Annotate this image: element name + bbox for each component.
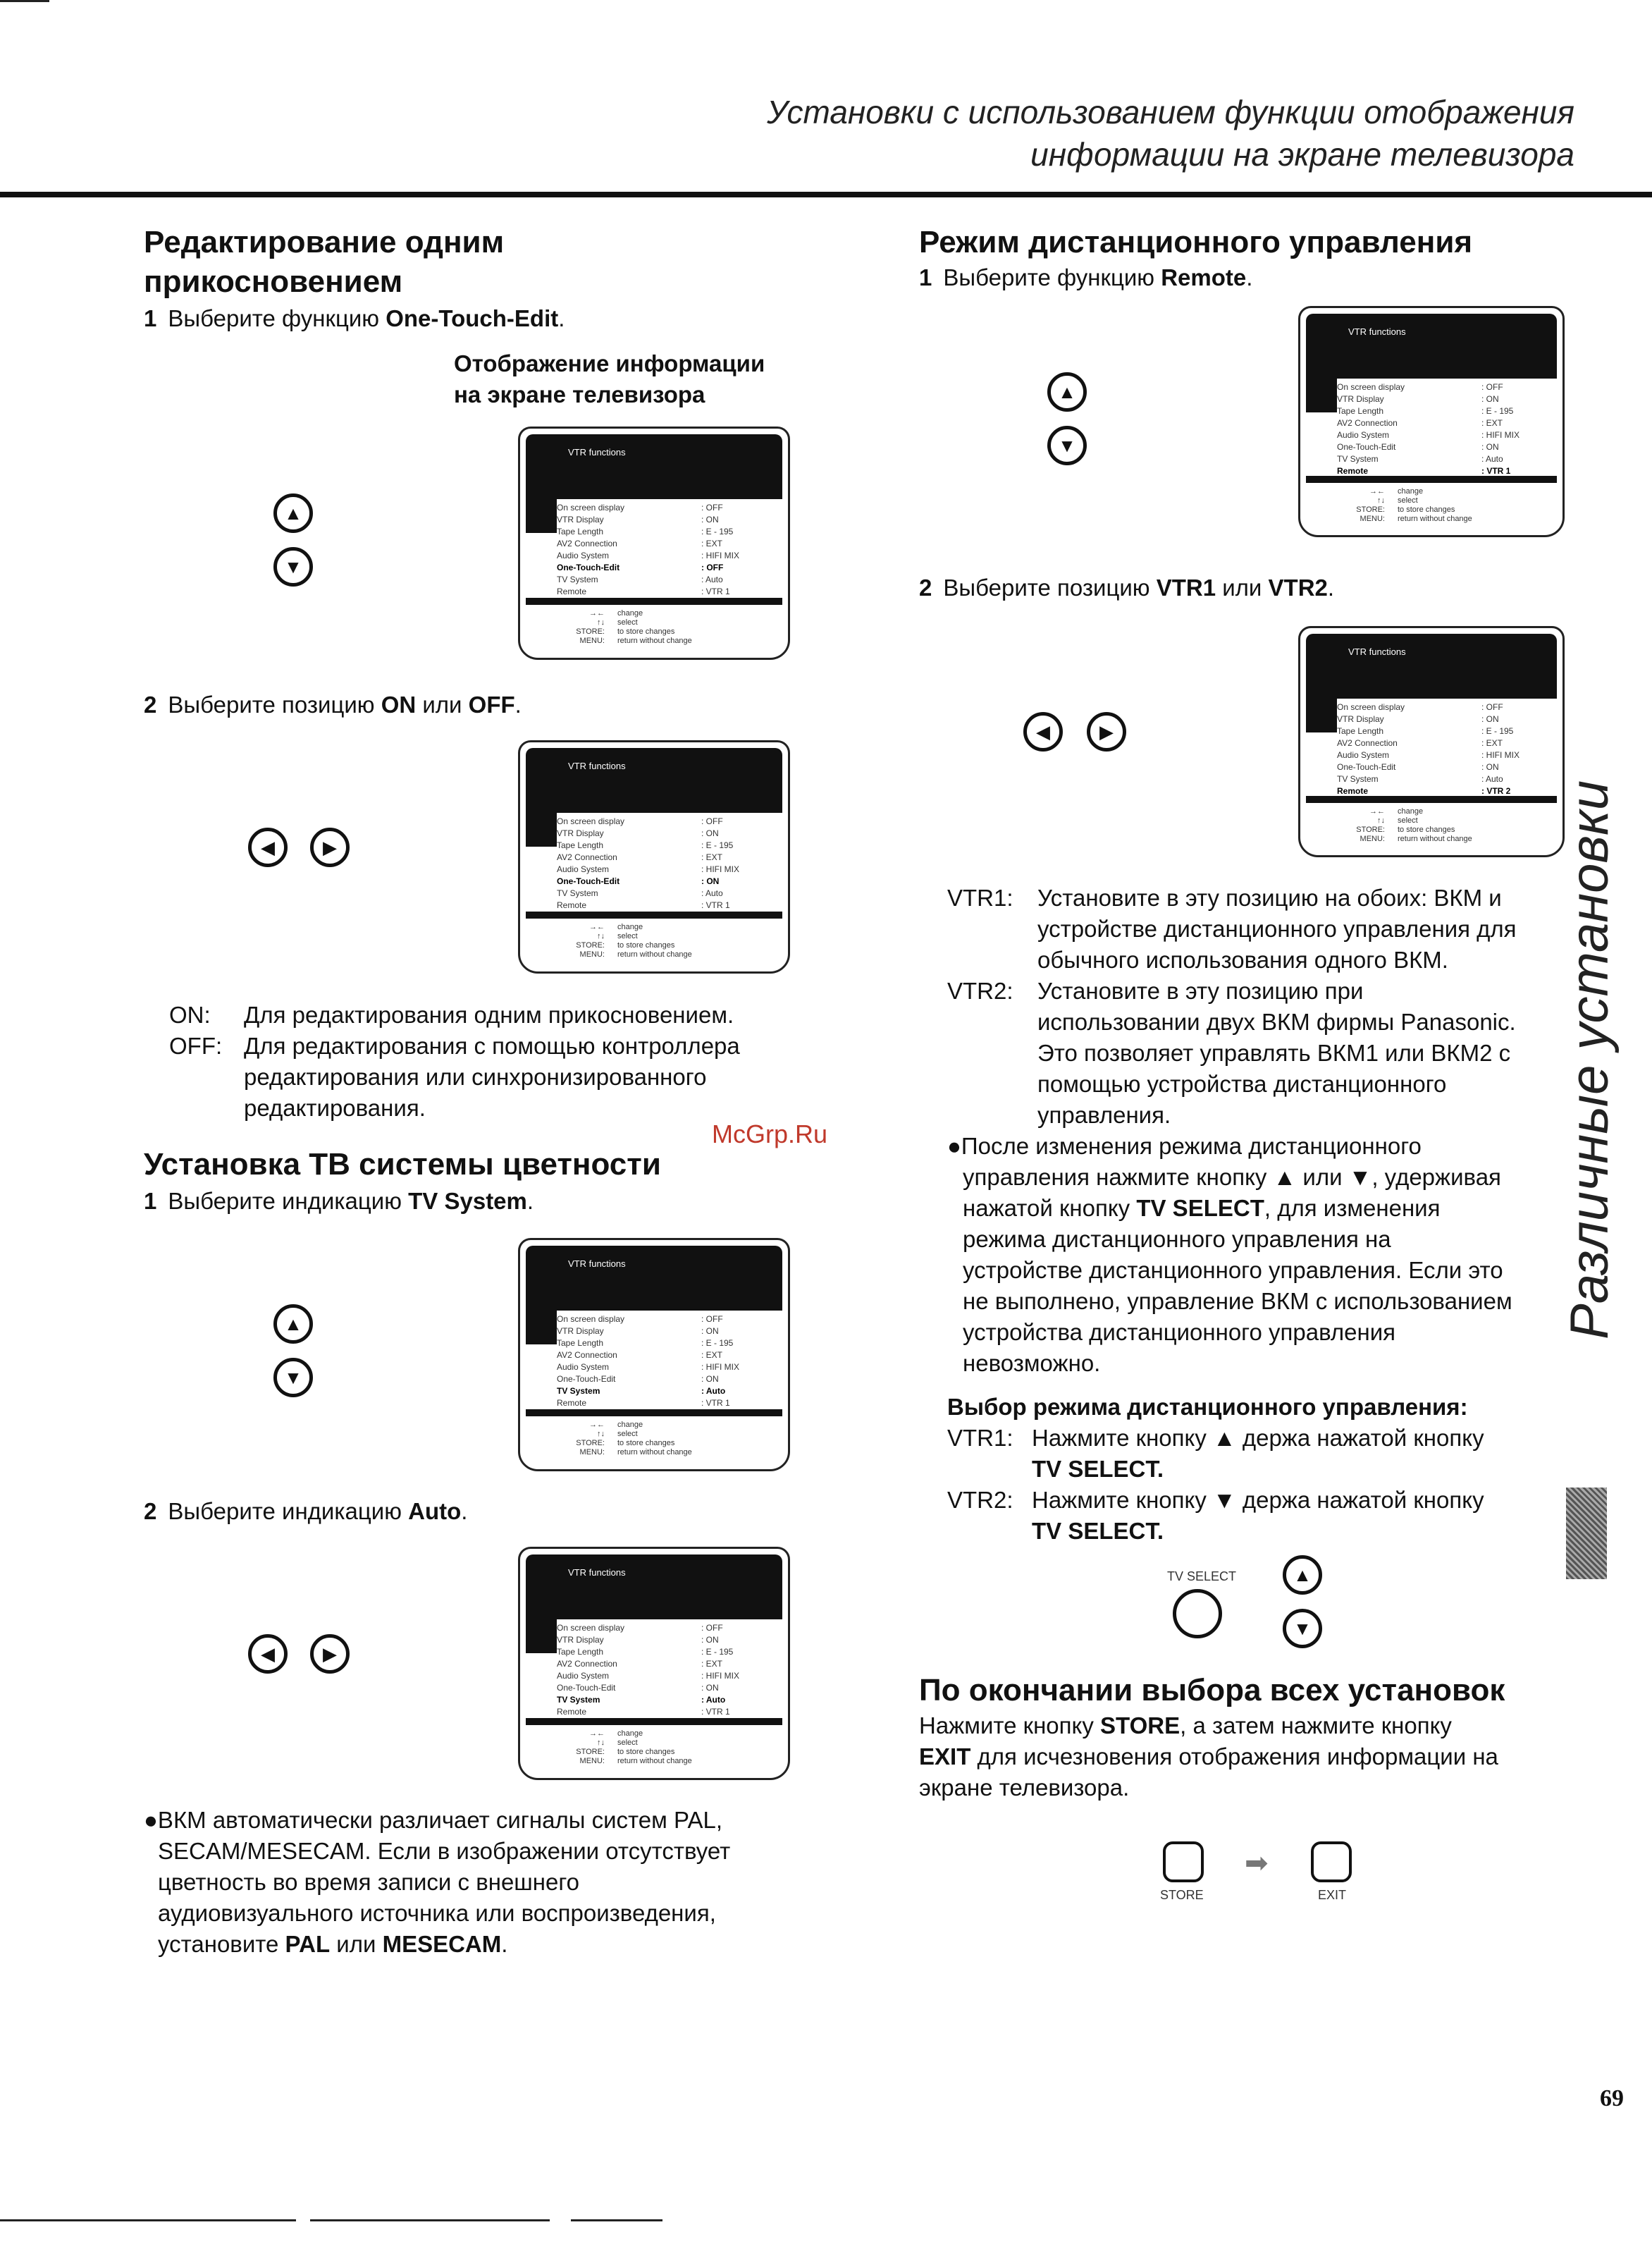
vtr1-line-1: Установите в эту позицию на обоих: ВКМ и [1037, 885, 1502, 911]
right-arrow-button[interactable]: ▶ [1087, 712, 1126, 752]
bullet-line-6: не выполнено, управление ВКМ с использованием [963, 1288, 1512, 1314]
left-arrow-button[interactable]: ◀ [248, 828, 288, 867]
section-title-remote: Режим дистанционного управления [919, 225, 1473, 259]
osd-help: →← change ↑↓ select STORE: to store changes MENU: return without change [576, 923, 692, 959]
up-arrow-button[interactable]: ▲ [1047, 372, 1087, 412]
step-2-one-touch: 2 Выберите позицию ON или OFF. [144, 692, 522, 718]
sel-vtr1-bold: TV SELECT. [1032, 1456, 1164, 1482]
sel-vtr2-text: Нажмите кнопку ▼ держа нажатой кнопку [1032, 1487, 1484, 1513]
osd-title: VTR functions [568, 1567, 626, 1578]
up-arrow-button[interactable]: ▲ [1283, 1555, 1322, 1595]
note-line-2: SECAM/MESECAM. Если в изображении отсутствует [158, 1838, 731, 1864]
bullet-line-4: режима дистанционного управления на [963, 1226, 1391, 1252]
tv-select-button[interactable] [1173, 1589, 1222, 1638]
sel-vtr1-label: VTR1: [947, 1425, 1013, 1451]
osd-title: VTR functions [568, 447, 626, 458]
top-mark [0, 0, 49, 2]
osd-rows: On screen display : OFF VTR Display : ON Tape Length : E - 195 AV2 Connection : EXT Audio System : HIFI MIX One-Touch-Edit : ON TV System : Auto Remote : VTR 1 [557, 813, 786, 912]
finish-line-2: EXIT для исчезновения отображения информации на [919, 1743, 1498, 1770]
header-line-1: Установки с использованием функции отображения [767, 94, 1574, 130]
right-arrow-button[interactable]: ▶ [310, 828, 350, 867]
step-1-one-touch: 1 Выберите функцию One-Touch-Edit. [144, 305, 565, 331]
bottom-rule [571, 2219, 662, 2221]
osd-title: VTR functions [1348, 646, 1406, 657]
osd-rows: On screen display : OFF VTR Display : ON Tape Length : E - 195 AV2 Connection : EXT Audio System : HIFI MIX One-Touch-Edit : ON TV System : Auto Remote : VTR 1 [557, 1619, 786, 1718]
osd-help: →← change ↑↓ select STORE: to store changes MENU: return without change [1356, 807, 1472, 843]
header-line-2: информации на экране телевизора [1030, 136, 1574, 173]
step-1-tv-system: 1 Выберите индикацию TV System. [144, 1188, 534, 1214]
osd-caption-2: на экране телевизора [454, 381, 705, 407]
vtr2-line-3: Это позволяет управлять ВКМ1 или ВКМ2 с [1037, 1040, 1511, 1066]
off-text-1: Для редактирования с помощью контроллера [244, 1033, 740, 1059]
vtr2-label: VTR2: [947, 978, 1013, 1004]
note-line-5: установите PAL или MESECAM. [158, 1931, 508, 1957]
side-tab-title: Различные установки [1560, 780, 1620, 1339]
side-tab-marker [1566, 1488, 1607, 1579]
bullet-line-8: невозможно. [963, 1350, 1101, 1376]
osd-title: VTR functions [568, 761, 626, 771]
bottom-rule [310, 2219, 550, 2221]
osd-separator [526, 1409, 782, 1416]
osd-help: →← change ↑↓ select STORE: to store changes MENU: return without change [576, 609, 692, 645]
osd-help: →← change ↑↓ select STORE: to store changes MENU: return without change [576, 1421, 692, 1456]
bullet-line-3: нажатой кнопку TV SELECT, для изменения [963, 1195, 1441, 1221]
note-line-1: ●ВКМ автоматически различает сигналы систем PAL, [144, 1807, 723, 1833]
right-arrow-button[interactable]: ▶ [310, 1634, 350, 1674]
off-text-3: редактирования. [244, 1095, 426, 1121]
vtr2-line-2: использовании двух ВКМ фирмы Panasonic. [1037, 1009, 1516, 1035]
sel-vtr2-bold: TV SELECT. [1032, 1518, 1164, 1544]
off-label: OFF: [169, 1033, 223, 1059]
down-arrow-button[interactable]: ▼ [273, 1358, 313, 1397]
osd-separator [526, 912, 782, 919]
down-arrow-button[interactable]: ▼ [1047, 426, 1087, 465]
note-line-3: цветность во время записи с внешнего [158, 1869, 580, 1895]
store-caption: STORE [1160, 1888, 1204, 1902]
tv-screen-6 [1298, 626, 1565, 857]
step-1-remote: 1 Выберите функцию Remote. [919, 264, 1253, 290]
bullet-line-7: устройства дистанционного управления [963, 1319, 1395, 1345]
vtr2-line-5: управления. [1037, 1102, 1171, 1128]
section-title-tv-system: Установка ТВ системы цветности [144, 1147, 661, 1182]
osd-separator [526, 1718, 782, 1725]
exit-button[interactable] [1311, 1841, 1352, 1882]
note-line-4: аудиовизуального источника или воспроизведения, [158, 1900, 716, 1926]
off-text-2: редактирования или синхронизированного [244, 1064, 707, 1090]
tv-screen-3 [518, 1238, 790, 1471]
left-arrow-button[interactable]: ◀ [1023, 712, 1063, 752]
osd-help: →← change ↑↓ select STORE: to store changes MENU: return without change [1356, 487, 1472, 523]
section-title-finish: По окончании выбора всех установок [919, 1673, 1505, 1707]
sel-vtr1-text: Нажмите кнопку ▲ держа нажатой кнопку [1032, 1425, 1484, 1451]
finish-line-1: Нажмите кнопку STORE, а затем нажмите кнопку [919, 1712, 1452, 1738]
vtr1-label: VTR1: [947, 885, 1013, 911]
section-title-one-touch-2: прикосновением [144, 264, 403, 299]
osd-title: VTR functions [568, 1258, 626, 1269]
header-rule [0, 192, 1652, 197]
on-text: Для редактирования одним прикосновением. [244, 1002, 734, 1028]
exit-caption: EXIT [1318, 1888, 1347, 1902]
tv-screen-1 [518, 427, 790, 660]
bullet-line-2: управления нажмите кнопку ▲ или ▼, удерживая [963, 1164, 1501, 1190]
step-2-tv-system: 2 Выберите индикацию Auto. [144, 1498, 468, 1524]
osd-rows: On screen display : OFF VTR Display : ON Tape Length : E - 195 AV2 Connection : EXT Audio System : HIFI MIX One-Touch-Edit : OFF TV System : Auto Remote : VTR 1 [557, 499, 786, 598]
tv-screen-2 [518, 740, 790, 974]
section-title-one-touch-1: Редактирование одним [144, 225, 505, 259]
osd-separator [1306, 476, 1557, 483]
page-number: 69 [1600, 2085, 1624, 2111]
on-label: ON: [169, 1002, 211, 1028]
osd-separator [526, 598, 782, 605]
bullet-line-1: ●После изменения режима дистанционного [947, 1133, 1422, 1159]
bottom-rule [0, 2219, 296, 2221]
left-arrow-button[interactable]: ◀ [248, 1634, 288, 1674]
osd-rows: On screen display : OFF VTR Display : ON Tape Length : E - 195 AV2 Connection : EXT Audio System : HIFI MIX One-Touch-Edit : ON TV System : Auto Remote : VTR 1 [557, 1311, 786, 1409]
bullet-line-5: устройстве дистанционного управления. Если это [963, 1257, 1503, 1283]
store-button[interactable] [1163, 1841, 1204, 1882]
tv-screen-4 [518, 1547, 790, 1780]
arrow-right-icon: ➡ [1245, 1848, 1269, 1879]
down-arrow-button[interactable]: ▼ [273, 547, 313, 587]
tv-select-caption: TV SELECT [1167, 1569, 1237, 1583]
remote-select-title: Выбор режима дистанционного управления: [947, 1394, 1468, 1420]
tv-screen-5 [1298, 306, 1565, 537]
vtr2-line-1: Установите в эту позицию при [1037, 978, 1364, 1004]
up-arrow-button[interactable]: ▲ [273, 1304, 313, 1344]
up-arrow-button[interactable]: ▲ [273, 493, 313, 533]
sel-vtr2-label: VTR2: [947, 1487, 1013, 1513]
osd-caption-1: Отображение информации [454, 350, 765, 376]
osd-rows: On screen display : OFF VTR Display : ON Tape Length : E - 195 AV2 Connection : EXT Audio System : HIFI MIX One-Touch-Edit : ON TV System : Auto Remote : VTR 2 [1337, 699, 1565, 797]
vtr1-line-3: обычного использования одного ВКМ. [1037, 947, 1448, 973]
step-2-remote: 2 Выберите позицию VTR1 или VTR2. [919, 575, 1335, 601]
vtr2-line-4: помощью устройства дистанционного [1037, 1071, 1447, 1097]
down-arrow-button[interactable]: ▼ [1283, 1609, 1322, 1648]
watermark: McGrp.Ru [712, 1120, 828, 1148]
osd-separator [1306, 796, 1557, 803]
osd-title: VTR functions [1348, 326, 1406, 337]
finish-line-3: экране телевизора. [919, 1774, 1130, 1801]
vtr1-line-2: устройстве дистанционного управления для [1037, 916, 1517, 942]
osd-rows: On screen display : OFF VTR Display : ON Tape Length : E - 195 AV2 Connection : EXT Audio System : HIFI MIX One-Touch-Edit : ON TV System : Auto Remote : VTR 1 [1337, 379, 1565, 477]
osd-help: →← change ↑↓ select STORE: to store changes MENU: return without change [576, 1729, 692, 1765]
